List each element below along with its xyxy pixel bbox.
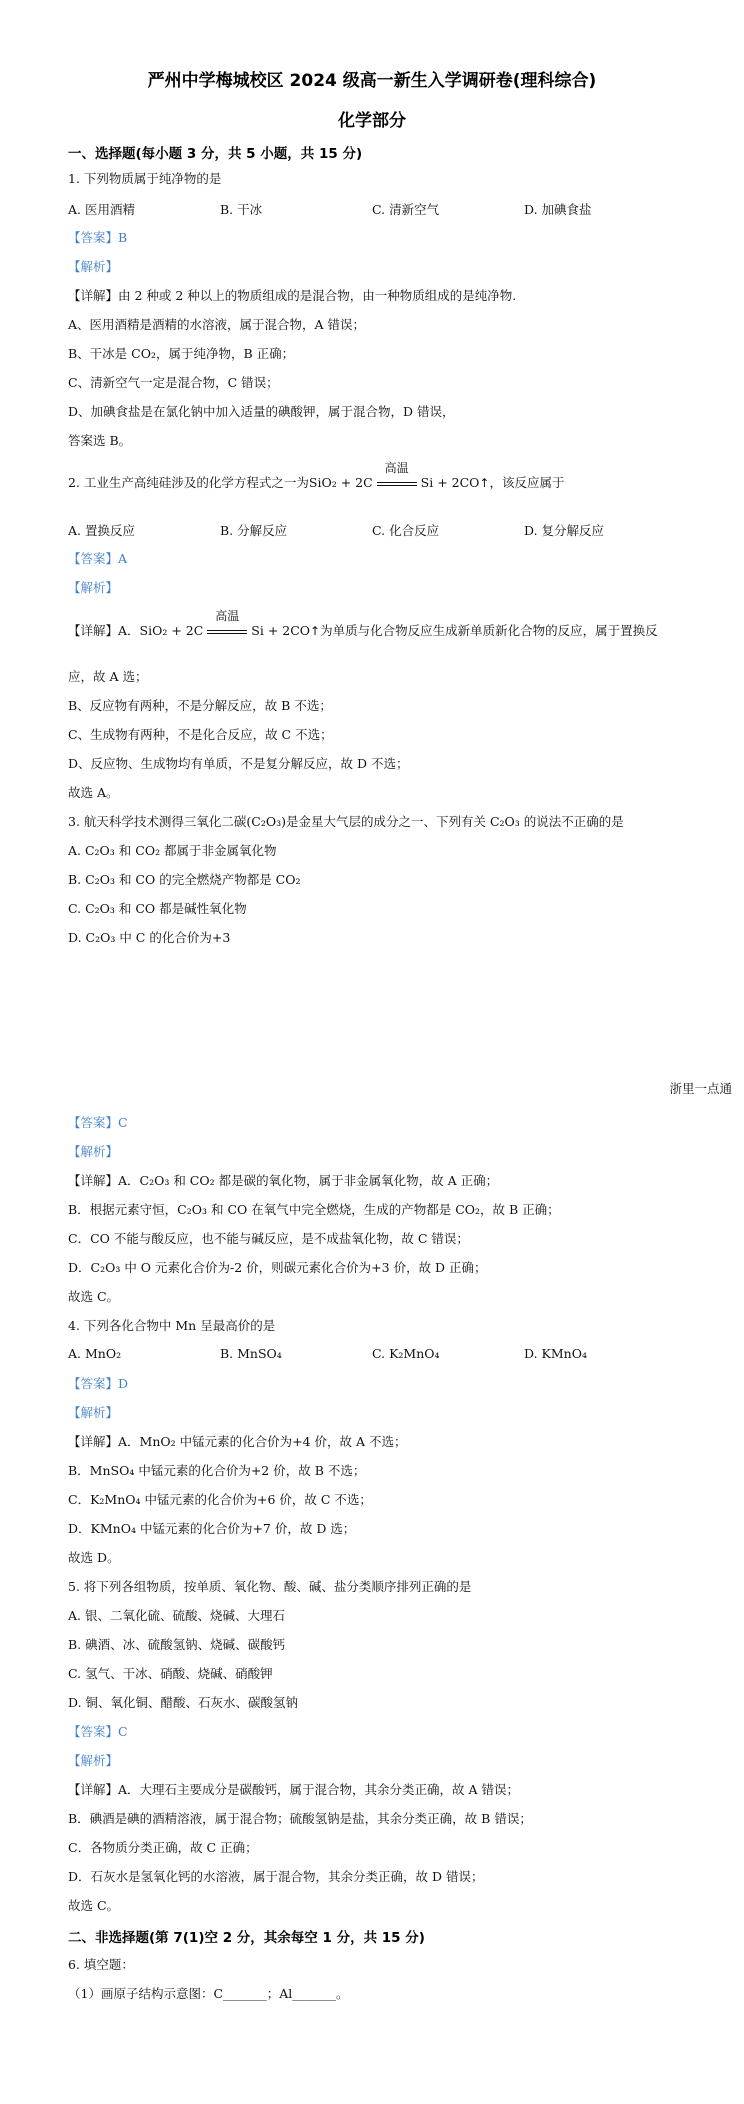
q1-answer: 【答案】B <box>68 230 128 245</box>
q3-option-d: D. C₂O₃ 中 C 的化合价为+3 <box>68 930 231 945</box>
q1-option-d: D. 加碘食盐 <box>524 202 592 217</box>
q1-conclusion: 答案选 B。 <box>68 433 132 448</box>
q2-equation-left: SiO₂ + 2C <box>308 475 373 490</box>
q3-option-a: A. C₂O₃ 和 CO₂ 都属于非金属氧化物 <box>68 843 277 858</box>
q3-analysis: 【解析】 <box>68 1144 119 1159</box>
q3-conclusion: 故选 C。 <box>68 1289 120 1304</box>
q2-detail-eq-right: Si + 2CO <box>251 623 311 638</box>
q1-option-a: A. 医用酒精 <box>68 202 135 217</box>
q2-stem <box>68 461 712 492</box>
q2-detail <box>68 609 712 640</box>
q1-option-b: B. 干冰 <box>220 202 263 217</box>
q2-options <box>68 521 688 539</box>
page-subtitle: 化学部分 <box>338 111 406 131</box>
q5-option-b: B. 碘酒、冰、硫酸氢钠、烧碱、碳酸钙 <box>68 1637 286 1652</box>
q2-condition-label: 高温 <box>384 461 409 475</box>
q2-option-d: D. 复分解反应 <box>524 523 605 538</box>
q4-option-b: B. MnSO₄ <box>220 1346 282 1361</box>
q3-answer: 【答案】C <box>68 1115 128 1130</box>
q4-option-d: D. KMnO₄ <box>524 1346 587 1361</box>
gas-up-arrow-icon: ↑ <box>310 624 321 638</box>
q1-stem: 1. 下列物质属于纯净物的是 <box>68 171 222 186</box>
q2-conclusion: 故选 A。 <box>68 785 119 800</box>
q4-option-a: A. MnO₂ <box>68 1346 122 1361</box>
q2-detail-equals-bar <box>207 630 247 634</box>
q2-detail-prefix: 【详解】A． <box>68 623 140 638</box>
q2-option-a: A. 置换反应 <box>68 523 135 538</box>
q2-detail-eq-condition <box>207 609 247 640</box>
q5-stem: 5. 将下列各组物质，按单质、氧化物、酸、碱、盐分类顺序排列正确的是 <box>68 1579 472 1594</box>
q4-options <box>68 1346 688 1364</box>
q1-option-c: C. 清新空气 <box>372 202 440 217</box>
q1-line-d: D、加碘食盐是在氯化钠中加入适量的碘酸钾，属于混合物，D 错误， <box>68 404 455 419</box>
q2-line-d: D、反应物、生成物均有单质，不是复分解反应，故 D 不选； <box>68 756 409 771</box>
section-heading-choice: 一、选择题(每小题 3 分，共 5 小题，共 15 分) <box>68 146 363 162</box>
q5-analysis: 【解析】 <box>68 1753 119 1768</box>
q2-stem-suffix: ，该反应属于 <box>489 475 565 490</box>
q4-detail-a: 【详解】A．MnO₂ 中锰元素的化合价为+4 价，故 A 不选； <box>68 1434 407 1449</box>
q4-detail-b: B．MnSO₄ 中锰元素的化合价为+2 价，故 B 不选； <box>68 1463 366 1478</box>
q2-stem-prefix: 2. 工业生产高纯硅涉及的化学方程式之一为 <box>68 475 309 490</box>
q2-analysis: 【解析】 <box>68 580 119 595</box>
q1-analysis: 【解析】 <box>68 259 119 274</box>
q5-option-d: D. 铜、氧化铜、醋酸、石灰水、碳酸氢钠 <box>68 1695 299 1710</box>
q4-detail-c: C．K₂MnO₄ 中锰元素的化合价为+6 价，故 C 不选； <box>68 1492 372 1507</box>
q2-detail-eq-left: SiO₂ + 2C <box>139 623 204 638</box>
q3-option-c: C. C₂O₃ 和 CO 都是碱性氧化物 <box>68 901 247 916</box>
page-title: 严州中学梅城校区 2024 级高一新生入学调研卷(理科综合) <box>147 71 597 91</box>
q3-detail-a: 【详解】A．C₂O₃ 和 CO₂ 都是碳的氧化物，属于非金属氧化物，故 A 正确； <box>68 1173 499 1188</box>
q2-detail-condition-label: 高温 <box>215 609 240 623</box>
q4-detail-d: D．KMnO₄ 中锰元素的化合价为+7 价，故 D 选； <box>68 1521 356 1536</box>
q6-stem: 6. 填空题： <box>68 1957 134 1972</box>
q4-answer: 【答案】D <box>68 1376 129 1391</box>
q2-detail-cont: 应，故 A 选； <box>68 669 148 684</box>
q2-option-c: C. 化合反应 <box>372 523 440 538</box>
q1-line-b: B、干冰是 CO₂，属于纯净物，B 正确； <box>68 346 295 361</box>
q5-detail-a: 【详解】A．大理石主要成分是碳酸钙，属于混合物，其余分类正确，故 A 错误； <box>68 1782 520 1797</box>
q1-line-c: C、清新空气一定是混合物，C 错误； <box>68 375 279 390</box>
q2-equation-condition <box>377 461 417 492</box>
q4-stem: 4. 下列各化合物中 Mn 呈最高价的是 <box>68 1318 276 1333</box>
q5-detail-c: C．各物质分类正确，故 C 正确； <box>68 1840 258 1855</box>
q2-detail-suffix: 为单质与化合物反应生成新单质新化合物的反应，属于置换反 <box>320 623 658 638</box>
q2-line-b: B、反应物有两种，不是分解反应，故 B 不选； <box>68 698 332 713</box>
watermark-text: 浙里一点通 <box>669 1081 732 1096</box>
section-heading-nonchoice: 二、非选择题(第 7(1)空 2 分，其余每空 1 分，共 15 分) <box>68 1930 425 1946</box>
q2-option-b: B. 分解反应 <box>220 523 288 538</box>
q5-option-c: C. 氢气、干冰、硝酸、烧碱、硝酸钾 <box>68 1666 273 1681</box>
q3-detail-d: D．C₂O₃ 中 O 元素化合价为-2 价，则碳元素化合价为+3 价，故 D 正确； <box>68 1260 487 1275</box>
q5-option-a: A. 银、二氧化硫、硫酸、烧碱、大理石 <box>68 1608 285 1623</box>
q1-options <box>68 200 688 218</box>
q6-part1: （1）画原子结构示意图：C_______；Al_______。 <box>68 1986 349 2001</box>
q2-line-c: C、生成物有两种，不是化合反应，故 C 不选； <box>68 727 333 742</box>
q2-equals-bar <box>377 482 417 486</box>
q3-stem: 3. 航天科学技术测得三氧化二碳(C₂O₃)是金星大气层的成分之一、下列有关 C₂O₃ 的说法不正确的是 <box>68 814 624 829</box>
q5-detail-d: D．石灰水是氢氧化钙的水溶液，属于混合物，其余分类正确，故 D 错误； <box>68 1869 484 1884</box>
q1-line-a: A、医用酒精是酒精的水溶液，属于混合物，A 错误； <box>68 317 366 332</box>
q3-detail-b: B．根据元素守恒，C₂O₃ 和 CO 在氧气中完全燃烧，生成的产物都是 CO₂，故 B 正确； <box>68 1202 560 1217</box>
q4-option-c: C. K₂MnO₄ <box>372 1346 440 1361</box>
q5-detail-b: B．碘酒是碘的酒精溶液，属于混合物；硫酸氢钠是盐，其余分类正确，故 B 错误； <box>68 1811 532 1826</box>
q4-analysis: 【解析】 <box>68 1405 119 1420</box>
gas-up-arrow-icon: ↑ <box>479 476 490 490</box>
q2-answer: 【答案】A <box>68 551 128 566</box>
q4-conclusion: 故选 D。 <box>68 1550 120 1565</box>
q3-option-b: B. C₂O₃ 和 CO 的完全燃烧产物都是 CO₂ <box>68 872 301 887</box>
q2-equation-right: Si + 2CO <box>420 475 480 490</box>
q5-conclusion: 故选 C。 <box>68 1898 120 1913</box>
q1-detail: 【详解】由 2 种或 2 种以上的物质组成的是混合物，由一种物质组成的是纯净物. <box>68 288 517 303</box>
q3-detail-c: C．CO 不能与酸反应，也不能与碱反应，是不成盐氧化物，故 C 错误； <box>68 1231 469 1246</box>
q5-answer: 【答案】C <box>68 1724 128 1739</box>
